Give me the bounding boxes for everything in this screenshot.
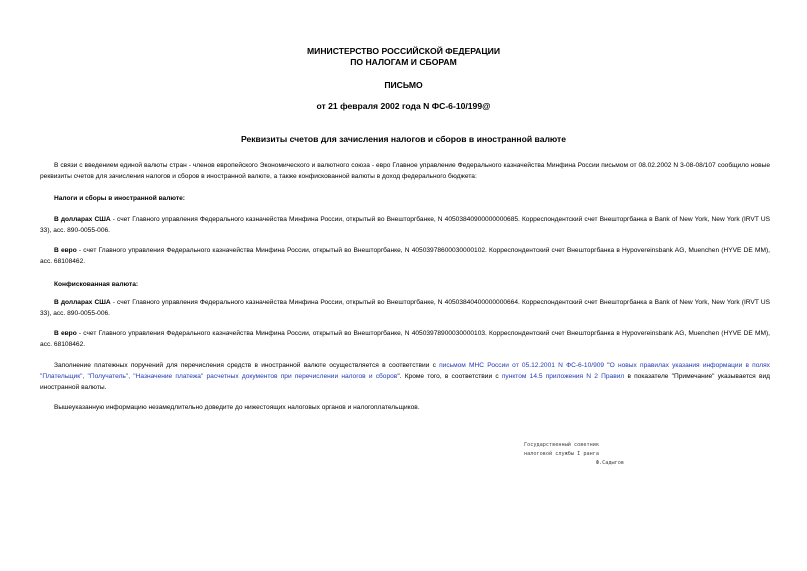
closing-paragraph: Вышеуказанную информацию незамедлительно доведите до нижестоящих налоговых органов и налогоплательщиков. <box>54 404 420 411</box>
document-type: ПИСЬМО <box>384 80 423 90</box>
confiscated-eur-paragraph <box>40 328 770 350</box>
payment-note-part-1: Заполнение платежных поручений для перечисления средств в иностранной валюте осуществляется в соответствии с <box>54 362 440 369</box>
letter-link[interactable]: письмом МНС России от 05.12.2001 N ФС-6-10/909 <box>439 362 605 369</box>
section-taxes-heading: Налоги и сборы в иностранной валюте: <box>54 195 185 202</box>
section-confiscated-heading: Конфискованная валюта: <box>54 281 139 288</box>
document-date: от 21 февраля 2002 года N ФС-6-10/199@ <box>316 101 491 111</box>
intro-paragraph: В связи с введением единой валюты стран - членов европейского Экономического и валютного союза - евро Главное управление Федерального казначейства Минфина России письмом от 08.02.2002 N 3-08-08/107 сообщило новые реквизиты счетов для зачисления налогов и сборов в иностранной валюте, а также конфискованной валюты в доход федерального бюджета: <box>40 162 770 180</box>
rules-title-link[interactable]: О новых правилах указания информации в полях "Плательщик", "Получатель", "Назначение платежа" расчетных документов при перечислении налогов и сборов <box>40 362 770 380</box>
rules-item-link[interactable]: пунктом 14.5 приложения N 2 Правил <box>501 373 625 380</box>
confiscated-eur-text: - счет Главного управления Федерального казначейства Минфина России, открытый во Внешторгбанке, N 40503978900030000103. Корреспондентский счет Внешторгбанка в Hypovereinsbank AG, Muenchen (HYVE DE MM), acc. 68108462. <box>40 330 770 348</box>
taxes-usd-paragraph <box>40 214 770 236</box>
taxes-eur-text: - счет Главного управления Федерального казначейства Минфина России, открытый во Внешторгбанке, N 40503978600030000102. Корреспондентский счет Внешторгбанка в Hypovereinsbank AG, Muenchen (HYVE DE MM), acc. 68108462. <box>40 247 770 265</box>
payment-note-part-2: " <box>604 362 610 369</box>
payment-note-part-4: в показателе "Примечание" указывается вид иностранной валюты. <box>40 373 770 391</box>
taxes-eur-label: В евро <box>54 247 77 254</box>
payment-note-part-3: ". Кроме того, в соответствии с <box>397 373 502 380</box>
confiscated-usd-label: В долларах США <box>54 299 111 306</box>
payment-note-paragraph <box>40 360 770 393</box>
signature-line-2: налоговой службы I ранга <box>524 451 599 457</box>
signature-line-1: Государственный советник <box>524 442 599 448</box>
taxes-usd-label: В долларах США <box>54 216 111 223</box>
taxes-usd-text: - счет Главного управления Федерального казначейства Минфина России, открытый во Внешторгбанке, N 40503840900000000685. Корреспондентский счет Внешторгбанка в Bank of New York, New York (IRVT US 33), acc. 890-0055-006. <box>40 216 771 234</box>
confiscated-eur-label: В евро <box>54 330 77 337</box>
taxes-eur-paragraph <box>40 245 770 267</box>
signature-name: Ф.Садыгов <box>595 460 624 466</box>
document-title: Реквизиты счетов для зачисления налогов и сборов в иностранной валюте <box>240 134 567 144</box>
ministry-line-1: МИНИСТЕРСТВО РОССИЙСКОЙ ФЕДЕРАЦИИ <box>306 46 501 56</box>
confiscated-usd-paragraph <box>40 297 770 319</box>
confiscated-usd-text: - счет Главного управления Федерального казначейства Минфина России, открытый во Внешторгбанке, N 40503840400000000664. Корреспондентский счет Внешторгбанка в Bank of New York, New York (IRVT US 33), acc. 890-0055-006. <box>40 299 771 317</box>
ministry-line-2: ПО НАЛОГАМ И СБОРАМ <box>350 57 457 67</box>
